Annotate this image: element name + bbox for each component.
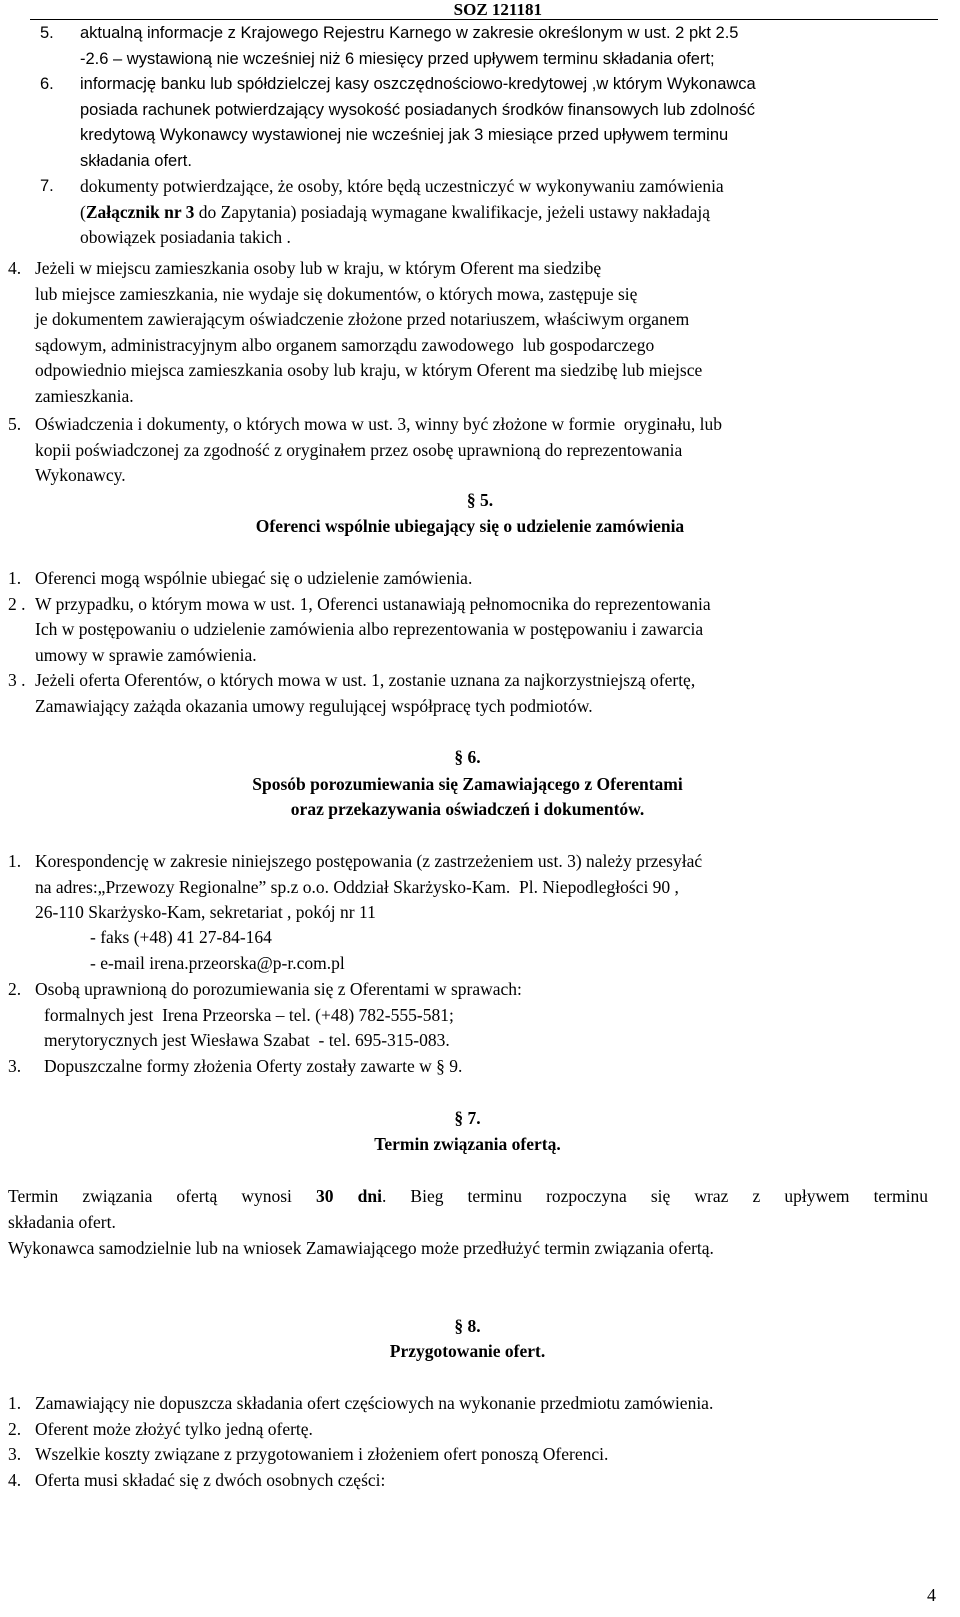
list-item xyxy=(8,1468,933,1494)
item-number: 6. xyxy=(40,75,54,93)
section-5-number: § 5. xyxy=(466,490,494,510)
header-rule xyxy=(30,19,938,20)
section-6-item-3 xyxy=(8,1054,930,1080)
item-text-line: je dokumentem zawierającym oświadczenie złożone przed notariuszem, właściwym organem xyxy=(35,309,690,329)
item-text-line: Wszelkie koszty związane z przygotowaniem i złożeniem ofert ponoszą Oferenci. xyxy=(35,1444,609,1464)
item-number: 4. xyxy=(8,258,22,278)
page-number: 4 xyxy=(927,1585,936,1605)
section-6-subtitle: oraz przekazywania oświadczeń i dokumentów. xyxy=(290,799,645,819)
item-number: 5. xyxy=(40,24,54,42)
text-fragment: . Bieg terminu rozpoczyna się wraz z upływem terminu xyxy=(381,1186,928,1206)
document-code: SOZ 121181 xyxy=(453,0,542,19)
list-item xyxy=(8,1442,933,1468)
item-text-line: zamieszkania. xyxy=(35,385,134,406)
item-text-line: Zamawiający nie dopuszcza składania ofert częściowych na wykonanie przedmiotu zamówienia. xyxy=(35,1393,714,1413)
section-7-paragraph-2: Wykonawca samodzielnie lub na wniosek Zamawiającego może przedłużyć termin związania ofertą. xyxy=(8,1238,714,1258)
item-text-line: składania ofert. xyxy=(80,151,192,170)
item-text-line: W przypadku, o którym mowa w ust. 1, Oferenci ustanawiają pełnomocnika do reprezentowania xyxy=(35,593,711,614)
contact-substantive: merytorycznych jest Wiesława Szabat - tel. 695-315-083. xyxy=(44,1030,450,1050)
attachment-ref: Załącznik nr 3 xyxy=(85,201,195,222)
item-text-line: lub miejsce zamieszkania, nie wydaje się dokumentów, o których mowa, zastępuje się xyxy=(35,283,638,304)
item-number: 2 . xyxy=(8,593,26,614)
section-8-title: Przygotowanie ofert. xyxy=(389,1341,546,1361)
item-text-line: Korespondencję w zakresie niniejszego postępowania (z zastrzeżeniem ust. 3) należy przesyłać xyxy=(35,851,703,871)
section-7-number: § 7. xyxy=(454,1108,481,1128)
item-text-line: umowy w sprawie zamówienia. xyxy=(35,644,257,665)
item-text-line: Jeżeli w miejscu zamieszkania osoby lub w kraju, w którym Oferent ma siedzibę xyxy=(35,258,602,278)
item-text-line: kopii poświadczonej za zgodność z oryginałem przez osobę uprawnioną do reprezentowania xyxy=(35,439,683,460)
section-7-paragraph-1 xyxy=(8,1184,928,1210)
address-line: 26-110 Skarżysko-Kam, sekretariat , pokój nr 11 xyxy=(35,902,376,922)
item-text-line: Ich w postępowaniu o udzielenie zamówienia albo reprezentowania w postępowaniu i zawarcia xyxy=(35,619,704,639)
text-fragment: Termin związania ofertą wynosi xyxy=(8,1186,316,1206)
section-6-number: § 6. xyxy=(454,747,481,767)
item-text-line: dokumenty potwierdzające, że osoby, które będą uczestniczyć w wykonywaniu zamówienia xyxy=(80,176,724,196)
item-text-line: Wykonawcy. xyxy=(35,465,126,485)
list-item xyxy=(8,592,930,669)
item-number: 1. xyxy=(8,568,22,588)
item-number: 2. xyxy=(8,979,22,999)
section-5-list xyxy=(8,566,930,719)
list-item-6 xyxy=(40,72,930,174)
section-6-item-2 xyxy=(8,977,930,1054)
item-text-line: obowiązek posiadania takich . xyxy=(80,227,291,247)
contact-formal: formalnych jest Irena Przeorska – tel. (+48) 782-555-581; xyxy=(44,1004,454,1025)
item-number: 3. xyxy=(8,1056,22,1076)
address-line: na adres:„Przewozy Regionalne” sp.z o.o. Oddział Skarżysko-Kam. Pl. Niepodległości 90 , xyxy=(35,876,679,897)
item-text-line: informację banku lub spółdzielczej kasy oszczędnościowo-kredytowej ,w którym Wykonawca xyxy=(80,75,756,93)
list-item xyxy=(8,668,930,719)
list-item-7 xyxy=(40,174,930,251)
item-text-line: Jeżeli oferta Oferentów, o których mowa w ust. 1, zostanie uznana za najkorzystniejszą ofertę, xyxy=(35,670,696,690)
item-text-line: Osobą uprawnioną do porozumiewania się z Oferentami w sprawach: xyxy=(35,979,522,999)
email-line: - e-mail irena.przeorska@p-r.com.pl xyxy=(90,953,345,973)
fax-line: - faks (+48) 41 27-84-164 xyxy=(90,927,272,947)
item-text-line: odpowiednio miejsca zamieszkania osoby lub kraju, w którym Oferent ma siedzibę lub miejsce xyxy=(35,360,703,380)
list-item xyxy=(8,1417,933,1443)
paragraph-5 xyxy=(8,412,930,489)
item-text-line: Dopuszczalne formy złożenia Oferty zostały zawarte w § 9. xyxy=(44,1056,463,1076)
item-number: 2. xyxy=(8,1418,22,1439)
item-text-line: Oferta musi składać się z dwóch osobnych części: xyxy=(35,1469,386,1490)
section-8-number: § 8. xyxy=(454,1316,481,1336)
section-5-title: Oferenci wspólnie ubiegający się o udzielenie zamówienia xyxy=(255,516,685,536)
item-text-line: sądowym, administracyjnym albo organem samorządu zawodowego lub gospodarczego xyxy=(35,334,655,355)
item-number: 3 . xyxy=(8,670,26,690)
item-text-line: Zamawiający zażąda okazania umowy regulującej współpracę tych podmiotów. xyxy=(35,695,593,716)
item-number: 3. xyxy=(8,1444,22,1464)
item-text-line: posiada rachunek potwierdzający wysokość posiadanych środków finansowych lub zdolność xyxy=(80,100,756,119)
section-6-item-1 xyxy=(8,849,938,926)
section-8-list xyxy=(8,1391,933,1493)
item-text-line: -2.6 – wystawioną nie wcześniej niż 6 miesięcy przed upływem terminu składania ofert; xyxy=(80,49,715,68)
section-7-paragraph-1-cont: składania ofert. xyxy=(8,1212,116,1232)
section-6-title: Sposób porozumiewania się Zamawiającego z Oferentami xyxy=(252,774,683,794)
text-fragment: do Zapytania) posiadają wymagane kwalifikacje, jeżeli ustawy nakładają xyxy=(194,201,710,222)
item-text-line: kredytową Wykonawcy wystawionej nie wcześniej jak 3 miesiące przed upływem terminu xyxy=(80,126,729,144)
item-number: 5. xyxy=(8,414,22,434)
list-item xyxy=(8,566,930,592)
binding-period: 30 dni xyxy=(316,1186,382,1206)
item-number: 4. xyxy=(8,1469,22,1490)
item-text-line: Oferent może złożyć tylko jedną ofertę. xyxy=(35,1418,313,1439)
paragraph-4 xyxy=(8,256,930,409)
section-7-title: Termin związania ofertą. xyxy=(374,1134,561,1154)
list-item xyxy=(8,1391,933,1417)
item-text-line: Oświadczenia i dokumenty, o których mowa w ust. 3, winny być złożone w formie oryginału, lub xyxy=(35,414,723,434)
page-header xyxy=(0,0,960,20)
item-number: 1. xyxy=(8,1393,22,1413)
item-number: 7. xyxy=(40,177,54,195)
item-text-line: aktualną informacje z Krajowego Rejestru Karnego w zakresie określonym w ust. 2 pkt 2.5 xyxy=(80,24,739,42)
text-fragment: ( xyxy=(80,201,86,222)
item-number: 1. xyxy=(8,851,22,871)
item-text-line: Oferenci mogą wspólnie ubiegać się o udzielenie zamówienia. xyxy=(35,568,473,588)
list-item-5 xyxy=(40,21,930,72)
